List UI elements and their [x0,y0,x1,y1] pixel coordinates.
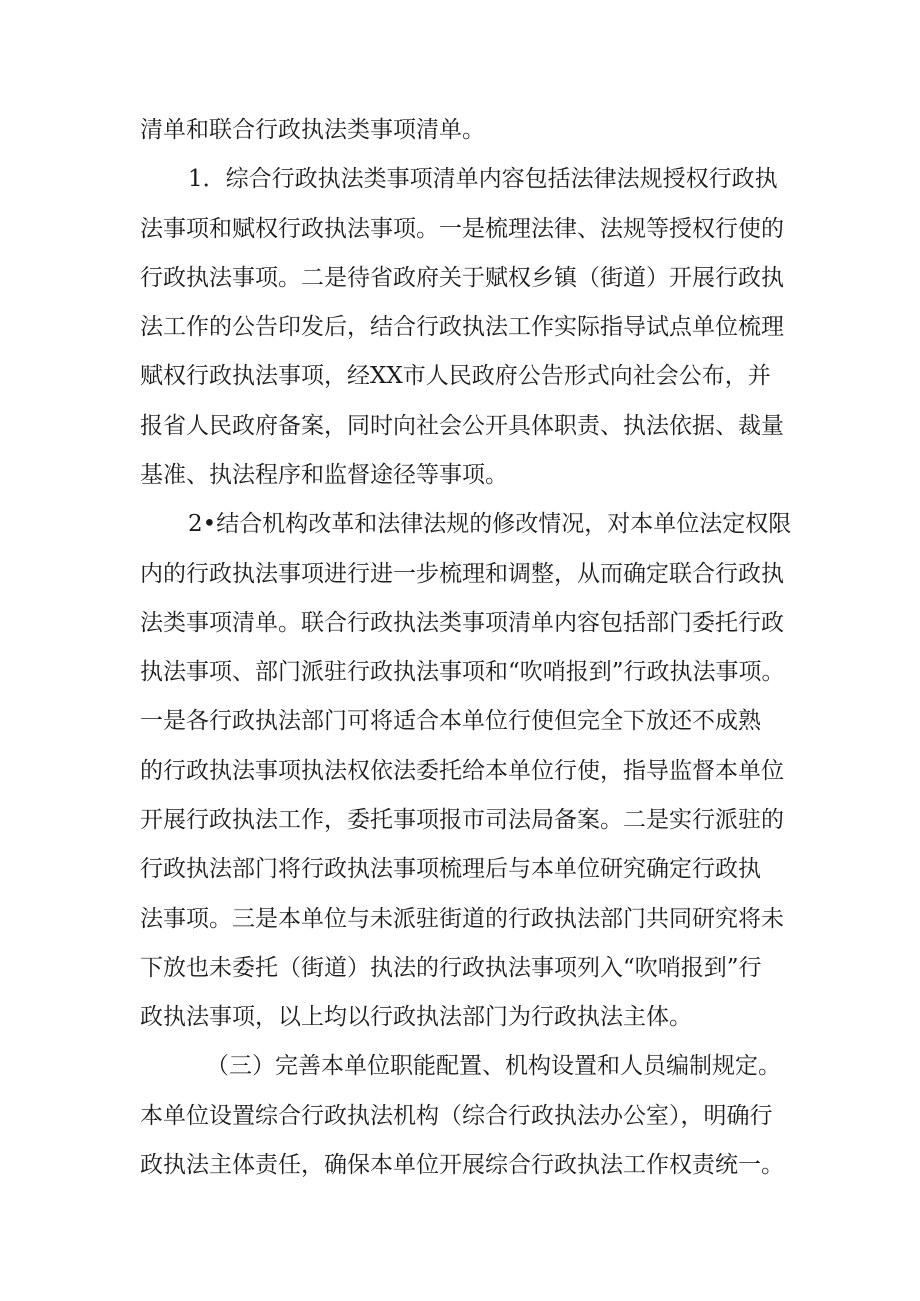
text-line-5: 法工作的公告印发后，结合行政执法工作实际指导试点单位梳理 [140,314,784,340]
text-line-1: 清单和联合行政执法类事项清单。 [140,117,485,143]
text-line-4: 行政执法事项。二是待省政府关于赋权乡镇（街道）开展行政执 [140,265,784,291]
section-heading-3: （三）完善本单位职能配置、机构设置和人员编制规定。 [206,1053,781,1079]
text-line-17: 法事项。三是本单位与未派驻街道的行政执法部门共同研究将未 [140,906,784,932]
text-line-7: 报省人民政府备案，同时向社会公开具体职责、执法依据、裁量 [140,413,784,439]
text-line-19: 政执法事项，以上均以行政执法部门为行政执法主体。 [140,1004,692,1030]
text-line-14: 的行政执法事项执法权依法委托给本单位行使，指导监督本单位 [140,758,784,784]
text-line-16: 行政执法部门将行政执法事项梳理后与本单位研究确定行政执 [140,856,761,882]
text-line-21: 本单位设置综合行政执法机构（综合行政执法办公室），明确行 [140,1103,773,1129]
text-line-6: 赋权行政执法事项，经XX市人民政府公告形式向社会公布，并 [140,363,771,389]
text-line-9: 2•结合机构改革和法律法规的修改情况，对本单位法定权限 [188,511,792,537]
text-line-13: 一是各行政执法部门可将适合本单位行使但完全下放还不成熟 [140,708,761,734]
text-line-18: 下放也未委托（街道）执法的行政执法事项列入“吹哨报到”行 [140,955,762,981]
text-line-22: 政执法主体责任，确保本单位开展综合行政执法工作权责统一。 [140,1152,784,1178]
text-line-10: 内的行政执法事项进行进一步梳理和调整，从而确定联合行政执 [140,561,784,587]
text-line-8: 基准、执法程序和监督途径等事项。 [140,462,508,488]
text-line-11: 法类事项清单。联合行政执法类事项清单内容包括部门委托行政 [140,610,784,636]
text-line-2: 1．综合行政执法类事项清单内容包括法律法规授权行政执 [188,166,778,192]
text-line-3: 法事项和赋权行政执法事项。一是梳理法律、法规等授权行使的 [140,216,784,242]
text-line-15: 开展行政执法工作，委托事项报市司法局备案。二是实行派驻的 [140,807,784,833]
text-line-12: 执法事项、部门派驻行政执法事项和“吹哨报到”行政执法事项。 [140,659,785,685]
